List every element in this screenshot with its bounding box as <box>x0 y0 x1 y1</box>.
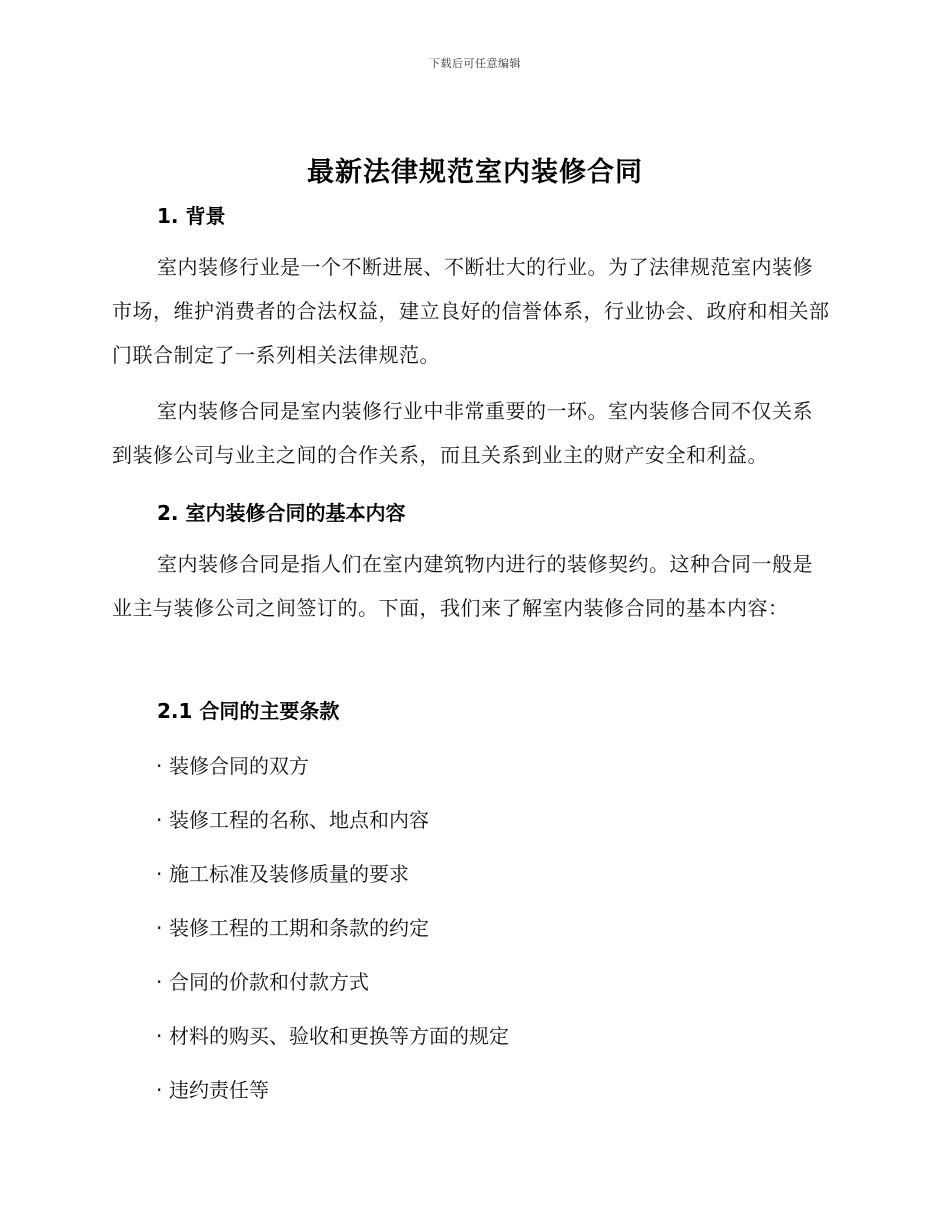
list-item <box>156 1020 509 1049</box>
section-2-heading: 2. 室内装修合同的基本内容 <box>157 501 406 525</box>
list-item-text: 材料的购买、验收和更换等方面的规定 <box>169 1024 509 1048</box>
list-item-text: 施工标准及装修质量的要求 <box>169 862 409 886</box>
section-2-paragraph: 室内装修合同是指人们在室内建筑物内进行的装修契约。这种合同一般是业主与装修公司之间签订的。下面，我们来了解室内装修合同的基本内容： <box>112 552 813 620</box>
list-item-text: 装修合同的双方 <box>169 754 309 778</box>
list-item-text: 装修工程的名称、地点和内容 <box>169 808 429 832</box>
bullet-glyph: · <box>156 970 163 994</box>
bullet-glyph: · <box>156 1024 163 1048</box>
list-item <box>156 750 309 779</box>
list-item <box>156 966 369 995</box>
list-item-text: 合同的价款和付款方式 <box>169 970 369 994</box>
bullet-glyph: · <box>156 1078 163 1102</box>
list-item <box>156 804 429 833</box>
list-item <box>156 858 409 887</box>
list-item <box>156 912 429 941</box>
bullet-glyph: · <box>156 916 163 940</box>
subsection-2-1-heading: 2.1 合同的主要条款 <box>157 699 340 723</box>
list-item-text: 违约责任等 <box>169 1078 269 1102</box>
list-item <box>156 1074 269 1103</box>
bullet-glyph: · <box>156 862 163 886</box>
section-1-paragraph-1: 室内装修行业是一个不断进展、不断壮大的行业。为了法律规范室内装修市场，维护消费者的合法权益，建立良好的信誉体系，行业协会、政府和相关部门联合制定了一系列相关法律规范。 <box>112 255 830 367</box>
list-item-text: 装修工程的工期和条款的约定 <box>169 916 429 940</box>
bullet-glyph: · <box>156 754 163 778</box>
bullet-glyph: · <box>156 808 163 832</box>
header-note: 下载后可任意编辑 <box>429 57 521 70</box>
document-title: 最新法律规范室内装修合同 <box>307 157 643 188</box>
section-1-heading: 1. 背景 <box>157 204 226 228</box>
section-1-paragraph-2: 室内装修合同是室内装修行业中非常重要的一环。室内装修合同不仅关系到装修公司与业主之间的合作关系，而且关系到业主的财产安全和利益。 <box>112 399 813 467</box>
